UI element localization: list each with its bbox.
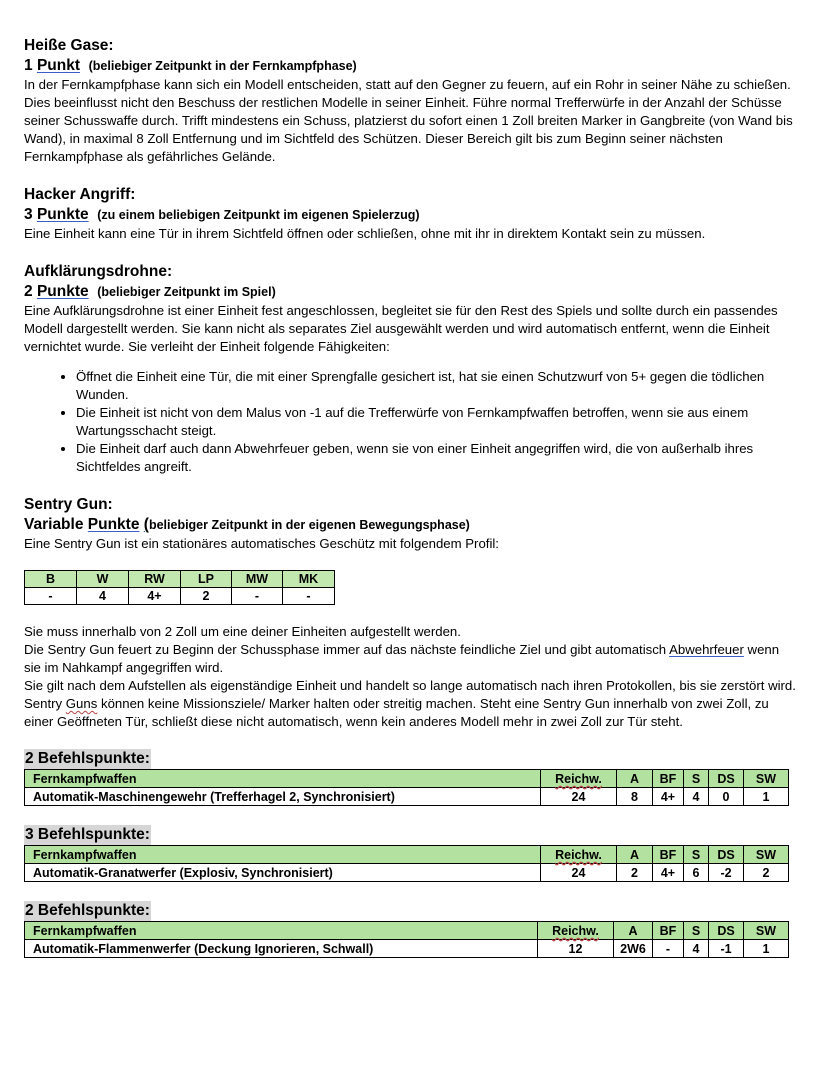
weapon-col-name: Fernkampfwaffen bbox=[25, 846, 541, 864]
weapon-name: Automatik-Maschinengewehr (Trefferhagel 2, Synchronisiert) bbox=[25, 788, 541, 806]
weapon-col-sw: SW bbox=[744, 846, 789, 864]
text-run: Sentry bbox=[24, 696, 66, 711]
section-title: Hacker Angriff: bbox=[24, 186, 136, 203]
section-intro: Eine Sentry Gun ist ein stationäres automatisches Geschütz mit folgendem Profil: bbox=[24, 536, 499, 551]
sentry-rule-objectives bbox=[24, 695, 796, 731]
section-text: Eine Aufklärungsdrohne ist einer Einheit fest angeschlossen, begleitet sie für den Rest des Spiels und sollte durch ein passendes Modell dargestellt werden. Sie kann nicht als separates Ziel ausgewählt werden und wird automatisch entfernt, wenn die Einheit vernichtet wurde. Sie verleiht der Einheit folgende Fähigkeiten: bbox=[24, 303, 778, 354]
range-label: Reichw. bbox=[552, 923, 599, 938]
cost-paren: ( bbox=[143, 516, 149, 533]
timing-note: (zu einem beliebigen Zeitpunkt im eigenen Spielerzug) bbox=[97, 208, 420, 222]
profile-value-cell: - bbox=[283, 588, 335, 605]
weapon-range: 24 bbox=[541, 864, 617, 882]
weapon-col-bf: BF bbox=[653, 846, 684, 864]
weapon-s: 6 bbox=[684, 864, 709, 882]
weapon-row bbox=[25, 940, 789, 958]
cost-line bbox=[24, 282, 796, 302]
section-heisse-gase bbox=[24, 36, 796, 166]
range-label: Reichw. bbox=[555, 847, 602, 862]
weapon-sw: 1 bbox=[744, 940, 789, 958]
weapon-s: 4 bbox=[684, 940, 709, 958]
text-run: wenn sie im Nahkampf angegriffen wird. bbox=[24, 642, 780, 675]
weapon-col-a: A bbox=[617, 770, 653, 788]
weapon-col-s: S bbox=[684, 846, 709, 864]
cost-number: Variable bbox=[24, 516, 84, 533]
cost-number: 2 bbox=[24, 283, 33, 300]
weapon-ds: -2 bbox=[709, 864, 744, 882]
command-points-heading: 3 Befehlspunkte: bbox=[25, 826, 150, 843]
weapon-table bbox=[24, 845, 789, 882]
section-title: Aufklärungsdrohne: bbox=[24, 263, 173, 280]
text-run: Die Sentry Gun feuert zu Beginn der Schussphase immer auf das nächste feindliche Ziel und gibt automatisch bbox=[24, 642, 670, 657]
profile-header-cell: MW bbox=[232, 571, 283, 588]
cost-unit: Punkte bbox=[36, 206, 89, 223]
weapon-col-name: Fernkampfwaffen bbox=[25, 922, 538, 940]
weapon-col-a: A bbox=[614, 922, 653, 940]
weapon-sw: 1 bbox=[744, 788, 789, 806]
profile-value-cell: - bbox=[232, 588, 283, 605]
profile-header-cell: LP bbox=[181, 571, 232, 588]
sentry-rule-placement: Sie muss innerhalb von 2 Zoll um eine deiner Einheiten aufgestellt werden. bbox=[24, 624, 461, 639]
section-title: Heiße Gase: bbox=[24, 37, 114, 54]
weapon-range: 24 bbox=[541, 788, 617, 806]
weapon-name: Automatik-Granatwerfer (Explosiv, Synchronisiert) bbox=[25, 864, 541, 882]
weapon-table bbox=[24, 921, 789, 958]
weapon-header-row bbox=[25, 922, 789, 940]
weapon-col-range bbox=[538, 922, 614, 940]
weapon-col-ds: DS bbox=[709, 770, 744, 788]
list-item: • Die Einheit ist nicht von dem Malus von -1 auf die Trefferwürfe von Fernkampfwaffen betroffen, wenn sie aus einem Wartungsschacht steigt. bbox=[76, 404, 796, 440]
cost-number: 3 bbox=[24, 206, 33, 223]
weapon-ds: 0 bbox=[709, 788, 744, 806]
weapon-col-range bbox=[541, 770, 617, 788]
section-hacker-angriff bbox=[24, 185, 796, 243]
profile-header-cell: RW bbox=[129, 571, 181, 588]
weapon-a: 2W6 bbox=[614, 940, 653, 958]
weapon-range: 12 bbox=[538, 940, 614, 958]
weapon-table bbox=[24, 769, 789, 806]
cost-line bbox=[24, 56, 796, 76]
weapon-a: 8 bbox=[617, 788, 653, 806]
section-sentry-gun bbox=[24, 495, 796, 731]
guns-term: Guns bbox=[65, 696, 98, 711]
weapon-block bbox=[24, 749, 796, 806]
weapon-ds: -1 bbox=[709, 940, 744, 958]
weapon-col-a: A bbox=[617, 846, 653, 864]
section-text: In der Fernkampfphase kann sich ein Modell entscheiden, statt auf den Gegner zu feuern, auf ein Rohr in seiner Nähe zu schießen. Dies beeinflusst nicht den Beschuss der restlichen Modelle in seiner Einheit. Führe normal Trefferwürfe in der Anzahl der Schüsse seiner Schusswaffe durch. Trifft mindestens ein Schuss, platzierst du sofort einen 1 Zoll breiten Marker in Gangbreite (von Wand bis Wand), in maximal 8 Zoll Entfernung und im Sichtfeld des Schützen. Dieser Bereich gilt bis zum Beginn seiner nächsten Fernkampfphase als gefährliches Gelände. bbox=[24, 77, 793, 164]
timing-note: (beliebiger Zeitpunkt in der Fernkampfphase) bbox=[88, 59, 357, 73]
weapon-col-sw: SW bbox=[744, 922, 789, 940]
weapon-sw: 2 bbox=[744, 864, 789, 882]
weapon-col-s: S bbox=[684, 922, 709, 940]
section-aufklaerungsdrohne bbox=[24, 262, 796, 476]
weapon-col-name: Fernkampfwaffen bbox=[25, 770, 541, 788]
weapon-header-row bbox=[25, 846, 789, 864]
weapon-col-bf: BF bbox=[653, 922, 684, 940]
weapon-col-bf: BF bbox=[653, 770, 684, 788]
profile-value-cell: 2 bbox=[181, 588, 232, 605]
weapon-header-row bbox=[25, 770, 789, 788]
weapon-col-sw: SW bbox=[744, 770, 789, 788]
profile-header-row bbox=[25, 571, 335, 588]
profile-value-cell: 4+ bbox=[129, 588, 181, 605]
profile-value-cell: 4 bbox=[77, 588, 129, 605]
cost-unit: Punkt bbox=[36, 57, 80, 74]
command-points-heading: 2 Befehlspunkte: bbox=[25, 902, 150, 919]
profile-header-cell: B bbox=[25, 571, 77, 588]
list-item: • Öffnet die Einheit eine Tür, die mit einer Sprengfalle gesichert ist, hat sie einen Schutzwurf von 5+ gegen die tödlichen Wunden. bbox=[76, 368, 796, 404]
weapon-block bbox=[24, 825, 796, 882]
timing-note: (beliebiger Zeitpunkt im Spiel) bbox=[97, 285, 276, 299]
weapon-a: 2 bbox=[617, 864, 653, 882]
range-label: Reichw. bbox=[555, 771, 602, 786]
profile-header-cell: W bbox=[77, 571, 129, 588]
list-item: • Die Einheit darf auch dann Abwehrfeuer geben, wenn sie von einer Einheit angegriffen wird, die von außerhalb ihres Sichtfeldes angreift. bbox=[76, 440, 796, 476]
weapon-col-range bbox=[541, 846, 617, 864]
document-page bbox=[24, 36, 796, 958]
weapon-bf: - bbox=[653, 940, 684, 958]
ability-list bbox=[24, 368, 796, 476]
timing-note: beliebiger Zeitpunkt in der eigenen Bewegungsphase) bbox=[148, 518, 470, 532]
section-title: Sentry Gun: bbox=[24, 496, 113, 513]
weapon-col-ds: DS bbox=[709, 922, 744, 940]
cost-number: 1 bbox=[24, 57, 33, 74]
text-run: können keine Missionsziele/ Marker halten oder streitig machen. Steht eine Sentry Gun innerhalb von zwei Zoll, zu einer Geöffneten Tür, schließt diese nicht automatisch, wenn kein anderes Modell mehr in zwei Zoll zur Tür steht. bbox=[24, 696, 769, 729]
weapon-bf: 4+ bbox=[653, 864, 684, 882]
profile-value-cell: - bbox=[25, 588, 77, 605]
cost-line bbox=[24, 515, 796, 535]
cost-unit: Punkte bbox=[87, 516, 140, 533]
weapon-row bbox=[25, 788, 789, 806]
weapon-s: 4 bbox=[684, 788, 709, 806]
weapon-bf: 4+ bbox=[653, 788, 684, 806]
sentry-profile-table bbox=[24, 570, 335, 605]
command-points-heading: 2 Befehlspunkte: bbox=[25, 750, 150, 767]
cost-line bbox=[24, 205, 796, 225]
sentry-rule-unit: Sie gilt nach dem Aufstellen als eigenständige Einheit und handelt so lange automatisch nach ihren Protokollen, bis sie zerstört wird. bbox=[24, 678, 796, 693]
weapon-block bbox=[24, 901, 796, 958]
profile-value-row bbox=[25, 588, 335, 605]
section-text: Eine Einheit kann eine Tür in ihrem Sichtfeld öffnen oder schließen, ohne mit ihr in direktem Kontakt sein zu müssen. bbox=[24, 226, 706, 241]
abwehrfeuer-term: Abwehrfeuer bbox=[669, 642, 744, 657]
weapon-col-ds: DS bbox=[709, 846, 744, 864]
weapon-row bbox=[25, 864, 789, 882]
weapon-name: Automatik-Flammenwerfer (Deckung Ignorieren, Schwall) bbox=[25, 940, 538, 958]
cost-unit: Punkte bbox=[36, 283, 89, 300]
weapon-col-s: S bbox=[684, 770, 709, 788]
profile-header-cell: MK bbox=[283, 571, 335, 588]
sentry-rule-fire bbox=[24, 641, 796, 677]
